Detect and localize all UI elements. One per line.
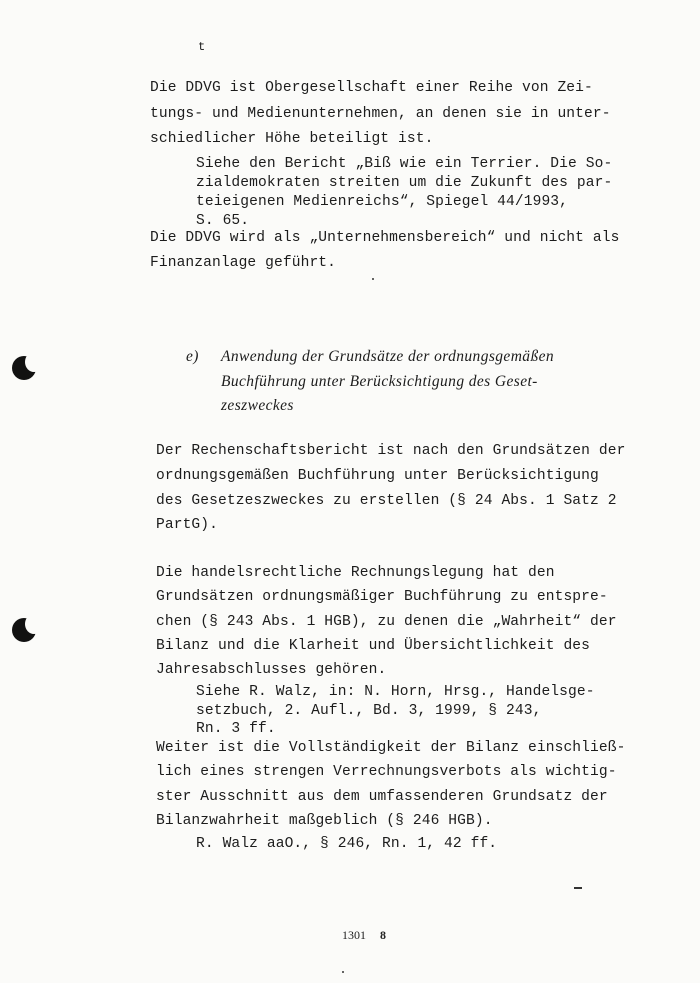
scan-mark — [342, 971, 344, 973]
top-mark: t — [198, 40, 206, 54]
section-heading-line-3: zeszweckes — [221, 397, 294, 414]
citation-2-line-3: Rn. 3 ff. — [196, 721, 276, 737]
paragraph-4-line-2: Grundsätzen ordnungsmäßiger Buchführung zu entspre- — [156, 589, 608, 605]
page-number-right: 8 — [380, 928, 386, 942]
scan-mark — [574, 887, 582, 889]
paragraph-4-line-5: Jahresabschlusses gehören. — [156, 662, 387, 678]
paragraph-2-line-1: Die DDVG wird als „Unternehmensbereich“ und nicht als — [150, 230, 620, 246]
paragraph-1-line-1: Die DDVG ist Obergesellschaft einer Reihe von Zei- — [150, 80, 593, 96]
paragraph-4-line-3: chen (§ 243 Abs. 1 HGB), zu denen die „Wahrheit“ der — [156, 614, 617, 630]
section-heading-line-2: Buchführung unter Berücksichtigung des Geset- — [221, 373, 538, 390]
paragraph-3-line-4: PartG). — [156, 517, 219, 533]
paragraph-4-line-1: Die handelsrechtliche Rechnungslegung hat den — [156, 565, 555, 581]
paragraph-1-line-2: tungs- und Medienunternehmen, an denen sie in unter- — [150, 106, 611, 122]
citation-1-line-2: zialdemokraten streiten um die Zukunft des par- — [196, 175, 613, 191]
paragraph-5-line-1: Weiter ist die Vollständigkeit der Bilanz einschließ- — [156, 740, 626, 756]
citation-2-line-1: Siehe R. Walz, in: N. Horn, Hrsg., Handelsge- — [196, 684, 595, 700]
paragraph-5-line-3: ster Ausschnitt aus dem umfassenderen Grundsatz der — [156, 789, 608, 805]
punch-hole-top — [12, 356, 36, 380]
paragraph-2-line-2: Finanzanlage geführt. — [150, 255, 337, 271]
paragraph-5-line-2: lich eines strengen Verrechnungsverbots als wichtig- — [156, 764, 617, 780]
citation-3: R. Walz aaO., § 246, Rn. 1, 42 ff. — [196, 836, 498, 852]
paragraph-5-line-4: Bilanzwahrheit maßgeblich (§ 246 HGB). — [156, 813, 493, 829]
paragraph-4-line-4: Bilanz und die Klarheit und Übersichtlichkeit des — [156, 638, 591, 654]
paragraph-3-line-2: ordnungsgemäßen Buchführung unter Berücksichtigung — [156, 468, 599, 484]
paragraph-3-line-3: des Gesetzeszweckes zu erstellen (§ 24 Abs. 1 Satz 2 — [156, 493, 617, 509]
punch-hole-bottom — [12, 618, 36, 642]
section-heading-line-1: Anwendung der Grundsätze der ordnungsgemäßen — [221, 348, 555, 365]
section-heading-marker: e) — [186, 348, 199, 365]
paragraph-3-line-1: Der Rechenschaftsbericht ist nach den Grundsätzen der — [156, 443, 626, 459]
page-number-left: 1301 — [342, 928, 366, 942]
paragraph-1-line-3: schiedlicher Höhe beteiligt ist. — [150, 131, 434, 147]
citation-1-line-4: S. 65. — [196, 213, 250, 229]
citation-2-line-2: setzbuch, 2. Aufl., Bd. 3, 1999, § 243, — [196, 703, 542, 719]
citation-1-line-3: teieigenen Medienreichs“, Spiegel 44/1993, — [196, 194, 569, 210]
scan-mark — [372, 278, 374, 280]
citation-1-line-1: Siehe den Bericht „Biß wie ein Terrier. Die So- — [196, 156, 613, 172]
